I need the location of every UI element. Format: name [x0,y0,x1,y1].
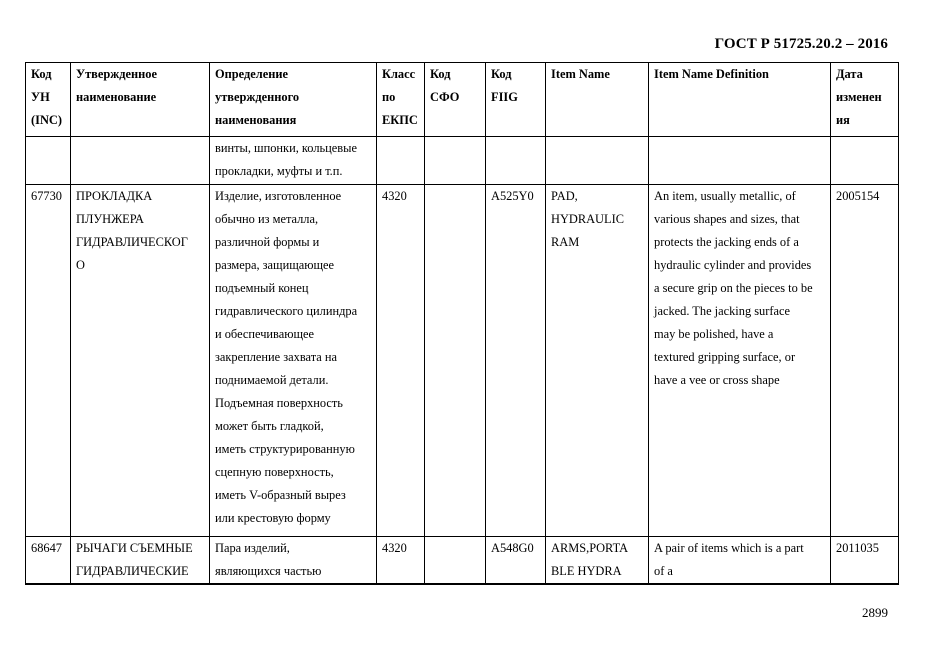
cell-item-name: PAD, HYDRAULIC RAM [546,185,649,537]
cell-inc [26,137,71,185]
cell-sfo [425,537,486,585]
cell-item-definition: An item, usually metallic, of various shapes and sizes, that protects the jacking ends of a hydraulic cylinder and provides a secure grip on the pieces to be jacked. The jacking surface may be polished, have a textured gripping surface, or have a vee or cross shape [649,185,831,537]
cell-definition: Изделие, изготовленное обычно из металла, различной формы и размера, защищающее подъемный конец гидравлического цилиндра и обеспечивающее закрепление захвата на поднимаемой детали. Подъемная поверхность может быть гладкой, иметь структурированную сцепную поверхность, иметь V-образный вырез или крестовую форму [210,185,377,537]
cell-item-definition: A pair of items which is a part of a [649,537,831,585]
cell-definition: Пара изделий, являющихся частью [210,537,377,585]
document-code: ГОСТ Р 51725.20.2 – 2016 [714,36,888,52]
cell-approved-name: РЫЧАГИ СЪЕМНЫЕ ГИДРАВЛИЧЕСКИЕ [71,537,210,585]
cell-fiig [486,137,546,185]
cell-item-name [546,137,649,185]
col-header-inc: Код УН (INC) [26,63,71,137]
cell-definition: винты, шпонки, кольцевые прокладки, муфты и т.п. [210,137,377,185]
col-header-change-date: Дата изменен ия [831,63,899,137]
catalog-table [25,62,899,585]
cell-fiig: A548G0 [486,537,546,585]
cell-class [377,137,425,185]
cell-inc: 68647 [26,537,71,585]
cell-sfo [425,137,486,185]
cell-sfo [425,185,486,537]
cell-approved-name [71,137,210,185]
col-header-item-name: Item Name [546,63,649,137]
col-header-approved-name: Утвержденное наименование [71,63,210,137]
cell-class: 4320 [377,185,425,537]
page-number: 2899 [862,605,888,620]
cell-approved-name: ПРОКЛАДКА ПЛУНЖЕРА ГИДРАВЛИЧЕСКОГ О [71,185,210,537]
cell-inc: 67730 [26,185,71,537]
col-header-sfo: Код СФО [425,63,486,137]
col-header-class: Класс по ЕКПС [377,63,425,137]
col-header-fiig: Код FIIG [486,63,546,137]
cell-fiig: A525Y0 [486,185,546,537]
table-row [26,185,899,537]
table-row [26,137,899,185]
header-row [26,63,899,137]
col-header-item-definition: Item Name Definition [649,63,831,137]
cell-item-definition [649,137,831,185]
cell-change-date [831,137,899,185]
cell-item-name: ARMS,PORTA BLE HYDRA [546,537,649,585]
cell-class: 4320 [377,537,425,585]
cell-change-date: 2011035 [831,537,899,585]
table-row [26,537,899,585]
cell-change-date: 2005154 [831,185,899,537]
col-header-definition: Определение утвержденного наименования [210,63,377,137]
